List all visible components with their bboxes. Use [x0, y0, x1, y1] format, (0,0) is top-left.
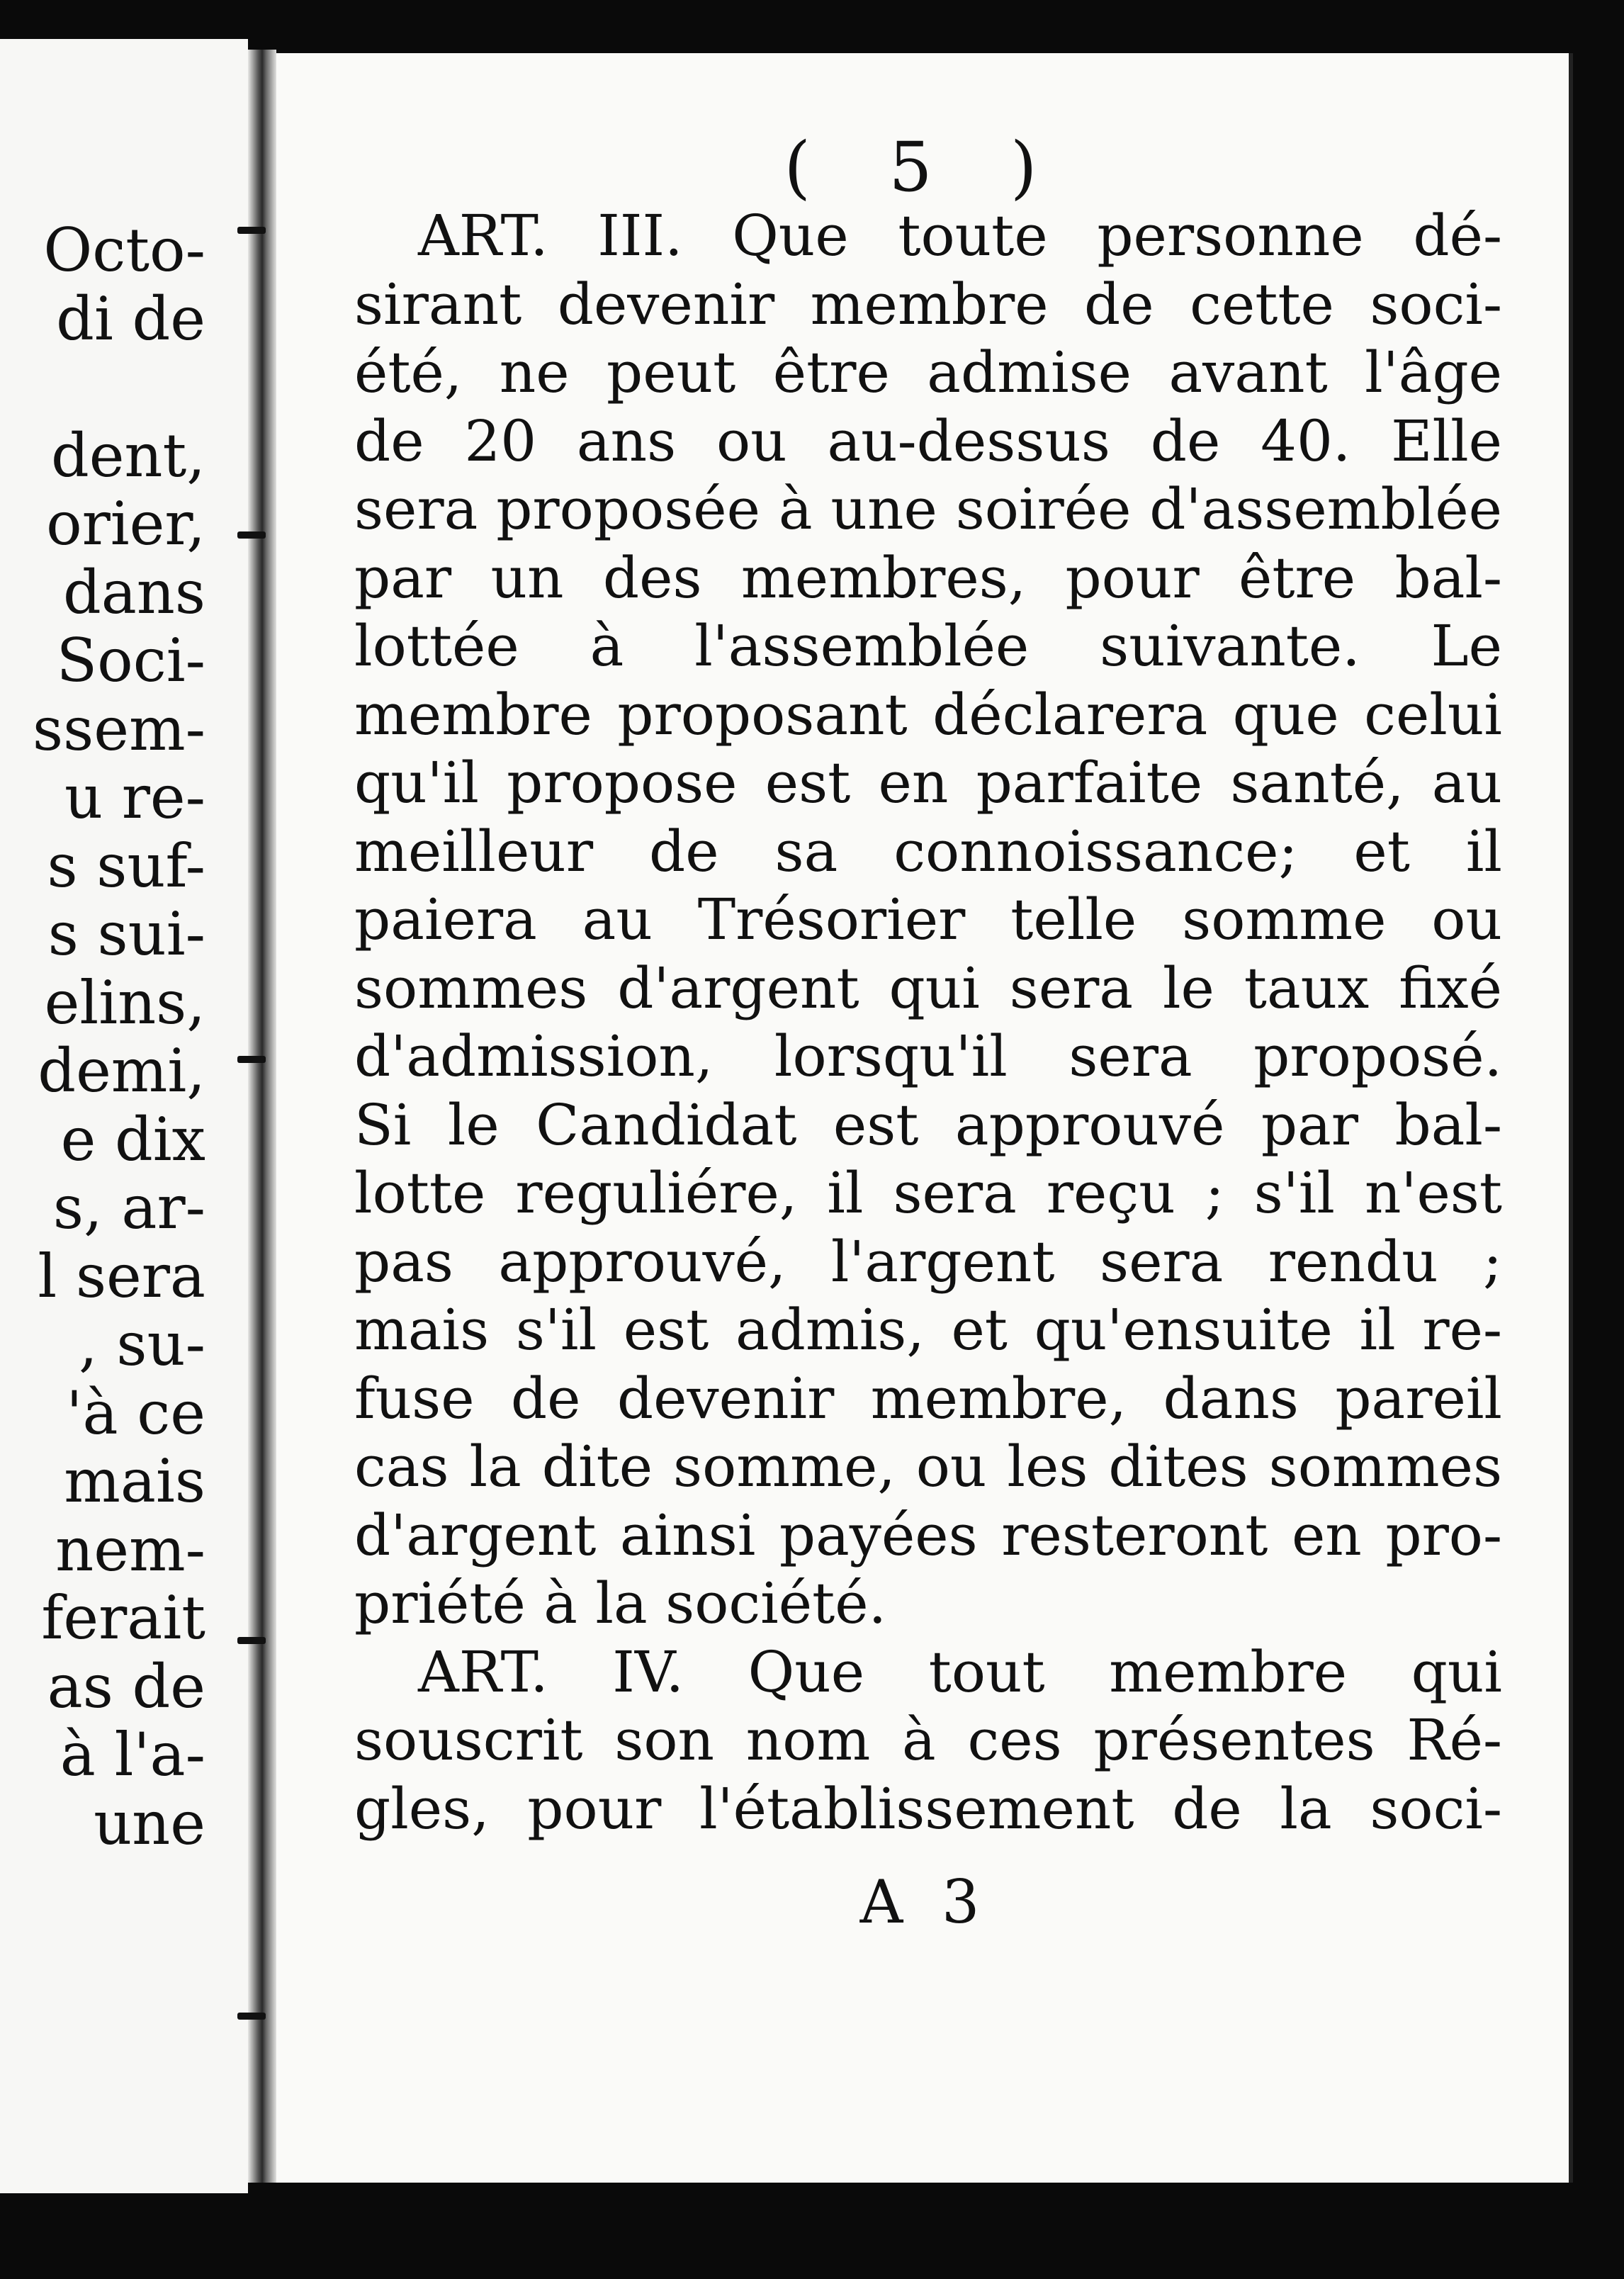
binding-stitch — [237, 1637, 266, 1644]
text-line: mais s'il est admis, et qu'ensuite il re- — [354, 1297, 1502, 1363]
binding-stitch — [237, 1056, 266, 1063]
left-line: Octo- — [43, 215, 205, 285]
left-line: orier, — [46, 489, 205, 558]
page-edge-shadow — [1573, 53, 1624, 2183]
left-line — [33, 353, 205, 422]
text-line: de 20 ans ou au-dessus de 40. Elle — [354, 407, 1502, 474]
left-page — [0, 39, 248, 2193]
text-line: priété à la société. — [354, 1570, 887, 1636]
binding-stitch — [237, 227, 266, 234]
left-page-text — [33, 216, 205, 1857]
text-line: cas la dite somme, ou les dites sommes — [354, 1434, 1502, 1499]
text-line: meilleur de sa connoissance; et il — [354, 818, 1502, 884]
text-line: fuse de devenir membre, dans pareil — [354, 1365, 1502, 1431]
text-line: d'argent ainsi payées resteront en pro- — [354, 1502, 1502, 1568]
text-line: membre proposant déclarera que celui — [354, 681, 1502, 748]
left-line: elins, — [44, 967, 205, 1037]
text-line: été, ne peut être admise avant l'âge — [354, 339, 1502, 405]
text-line: par un des membres, pour être bal- — [354, 544, 1502, 611]
left-line: à l'a- — [60, 1720, 205, 1789]
text-line: sera proposée à une soirée d'assemblée — [354, 476, 1502, 542]
left-line: as de — [47, 1651, 205, 1721]
left-line: dent, — [50, 420, 205, 490]
text-line: Si le Candidat est approuvé par bal- — [354, 1091, 1502, 1158]
left-line: Soci- — [56, 626, 205, 695]
text-line: gles, pour l'établissement de la soci- — [354, 1775, 1502, 1842]
left-line: s suf- — [47, 831, 205, 901]
right-page — [276, 53, 1573, 2183]
left-line: , su- — [79, 1310, 205, 1379]
left-line: nem- — [55, 1514, 205, 1585]
binding-stitch — [237, 2013, 266, 2020]
left-line: 'à ce — [66, 1378, 205, 1448]
left-line: e dix — [60, 1104, 205, 1174]
left-line: dans — [62, 557, 205, 627]
left-line: une — [94, 1788, 205, 1858]
text-line: ART. III. Que toute personne dé- — [418, 203, 1502, 269]
left-line: l sera — [38, 1241, 205, 1311]
text-line: paiera au Trésorier telle somme ou — [354, 887, 1502, 952]
signature-mark: A 3 — [859, 1867, 990, 1937]
binding-stitch — [237, 531, 266, 539]
text-line: d'admission, lorsqu'il sera proposé. — [354, 1023, 1502, 1089]
text-line: lotte reguliére, il sera reçu ; s'il n'est — [354, 1160, 1502, 1226]
left-line: ferait — [41, 1583, 205, 1653]
left-line: s, ar- — [52, 1173, 205, 1242]
article-text — [354, 202, 1502, 1843]
text-line: pas approuvé, l'argent sera rendu ; — [354, 1228, 1502, 1295]
text-line: ART. IV. Que tout membre qui — [418, 1638, 1502, 1705]
left-line: demi, — [38, 1036, 205, 1105]
page-number: ( 5 ) — [784, 128, 1066, 207]
text-line: souscrit son nom à ces présentes Ré- — [354, 1707, 1502, 1773]
left-line: ssem- — [33, 694, 205, 764]
left-line: s sui- — [47, 899, 205, 969]
book-spine — [248, 50, 276, 2183]
text-line: qu'il propose est en parfaite santé, au — [354, 750, 1502, 816]
text-line: sommes d'argent qui sera le taux fixé — [354, 955, 1502, 1021]
text-line: sirant devenir membre de cette soci- — [354, 271, 1502, 337]
left-line: di de — [56, 283, 205, 354]
left-line: u re- — [64, 763, 205, 832]
text-line: lottée à l'assemblée suivante. Le — [354, 613, 1502, 679]
left-line: mais — [64, 1446, 205, 1516]
